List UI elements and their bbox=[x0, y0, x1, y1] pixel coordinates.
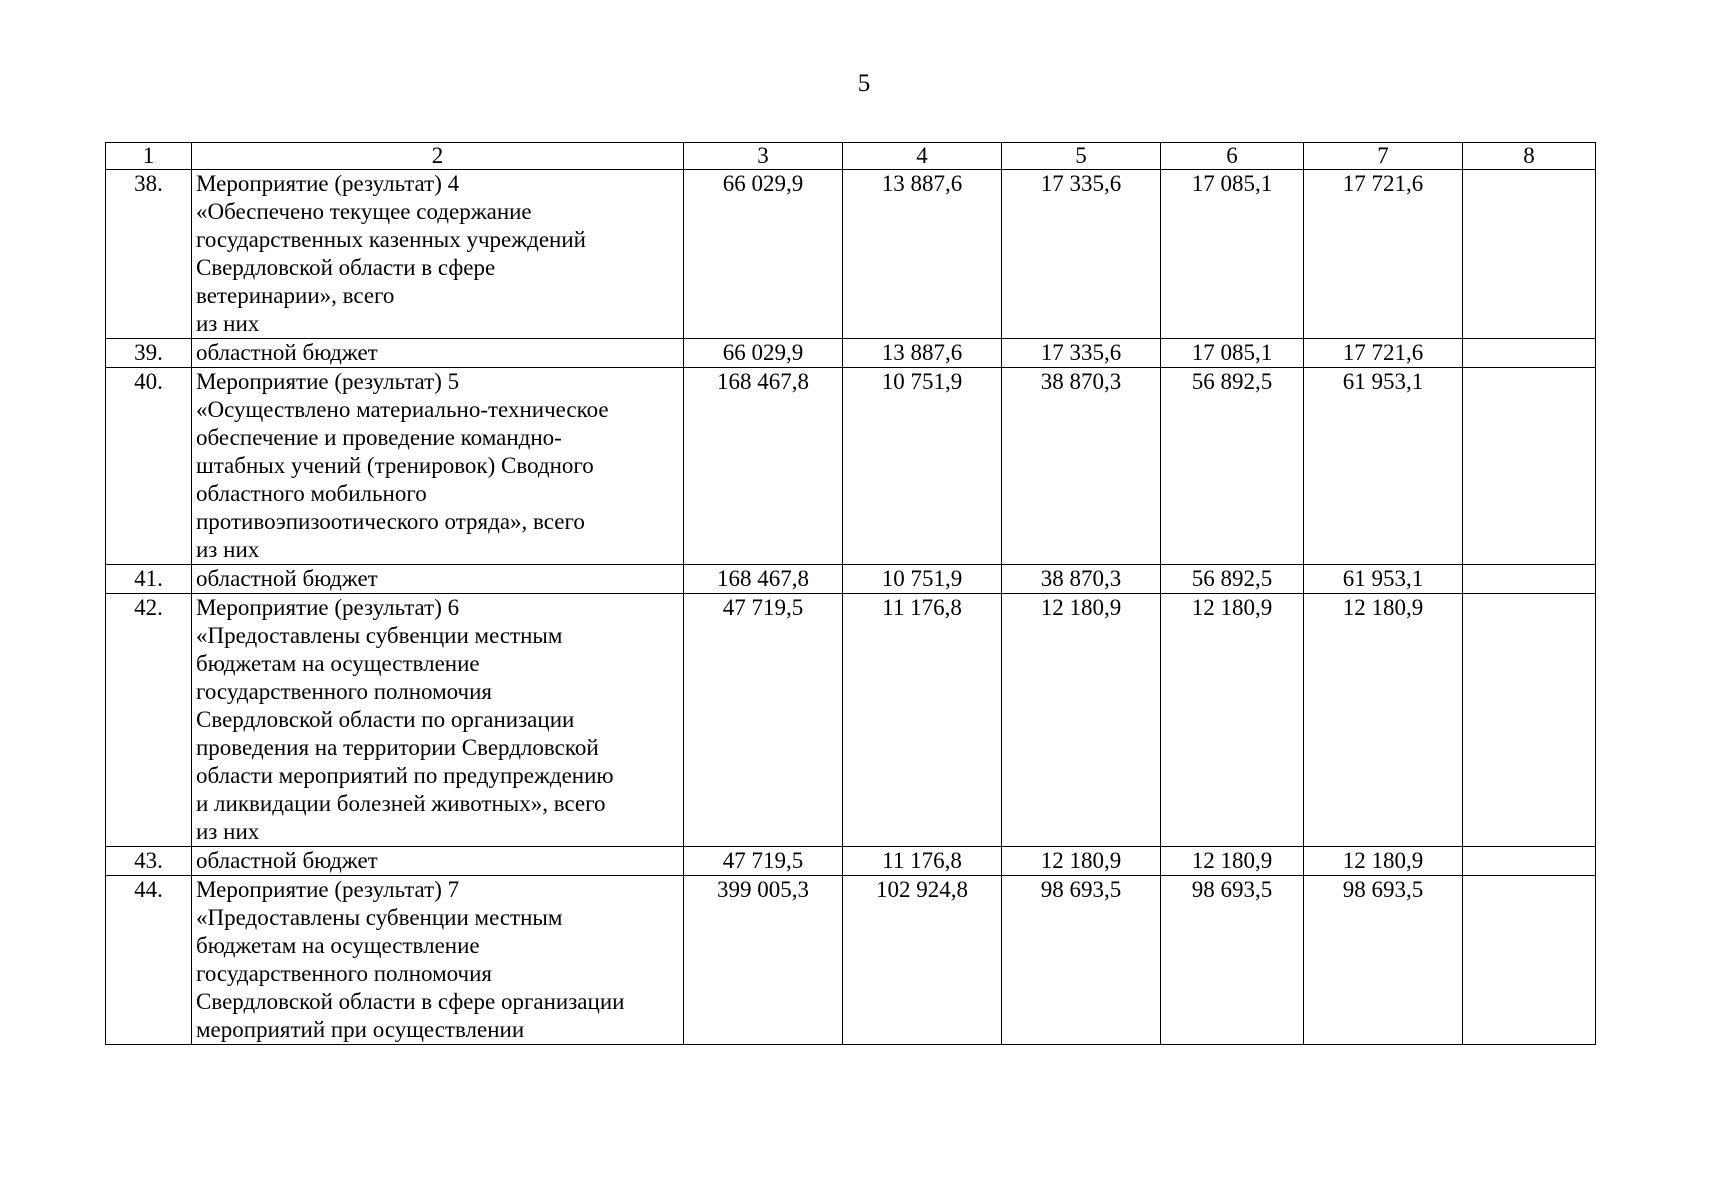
description-line: ветеринарии», всего bbox=[196, 283, 395, 308]
value-cell-col-7: 12 180,9 bbox=[1304, 594, 1463, 847]
row-number: 42. bbox=[106, 594, 192, 847]
row-number: 41. bbox=[106, 565, 192, 594]
value-cell-col-8 bbox=[1463, 368, 1596, 565]
row-description bbox=[192, 847, 684, 876]
description-line: Мероприятие (результат) 7 bbox=[196, 877, 460, 902]
row-description bbox=[192, 876, 684, 1045]
value-cell-col-7: 17 721,6 bbox=[1304, 339, 1463, 368]
value-cell-col-4: 13 887,6 bbox=[843, 339, 1002, 368]
value-cell-col-8 bbox=[1463, 170, 1596, 339]
value-cell-col-7: 12 180,9 bbox=[1304, 847, 1463, 876]
value-cell-col-5: 17 335,6 bbox=[1002, 339, 1161, 368]
description-line: из них bbox=[196, 537, 260, 562]
value-cell-col-6: 98 693,5 bbox=[1161, 876, 1304, 1045]
value-cell-col-8 bbox=[1463, 594, 1596, 847]
value-cell-col-7: 17 721,6 bbox=[1304, 170, 1463, 339]
table-row bbox=[106, 594, 1596, 847]
description-line: областного мобильного bbox=[196, 481, 427, 506]
description-line: областной бюджет bbox=[196, 566, 378, 591]
budget-table bbox=[105, 142, 1596, 1045]
description-line: «Обеспечено текущее содержание bbox=[196, 199, 532, 224]
value-cell-col-7: 98 693,5 bbox=[1304, 876, 1463, 1045]
description-line: области мероприятий по предупреждению bbox=[196, 763, 614, 788]
value-cell-col-4: 102 924,8 bbox=[843, 876, 1002, 1045]
value-cell-col-3: 168 467,8 bbox=[684, 368, 843, 565]
description-line: государственного полномочия bbox=[196, 679, 492, 704]
value-cell-col-8 bbox=[1463, 847, 1596, 876]
description-line: Мероприятие (результат) 6 bbox=[196, 595, 460, 620]
description-line: из них bbox=[196, 311, 260, 336]
table-row bbox=[106, 170, 1596, 339]
row-number: 39. bbox=[106, 339, 192, 368]
value-cell-col-5: 17 335,6 bbox=[1002, 170, 1161, 339]
column-header: 4 bbox=[843, 143, 1002, 170]
value-cell-col-3: 399 005,3 bbox=[684, 876, 843, 1045]
description-line: бюджетам на осуществление bbox=[196, 651, 480, 676]
description-line: «Предоставлены субвенции местным bbox=[196, 623, 563, 648]
value-cell-col-8 bbox=[1463, 339, 1596, 368]
column-header: 5 bbox=[1002, 143, 1161, 170]
description-line: Мероприятие (результат) 5 bbox=[196, 369, 460, 394]
header-row bbox=[106, 143, 1596, 170]
row-number: 44. bbox=[106, 876, 192, 1045]
description-line: Мероприятие (результат) 4 bbox=[196, 171, 460, 196]
column-header: 3 bbox=[684, 143, 843, 170]
description-line: «Осуществлено материально-техническое bbox=[196, 397, 609, 422]
description-line: обеспечение и проведение командно- bbox=[196, 425, 562, 450]
column-header: 1 bbox=[106, 143, 192, 170]
row-number: 38. bbox=[106, 170, 192, 339]
value-cell-col-5: 12 180,9 bbox=[1002, 847, 1161, 876]
value-cell-col-4: 10 751,9 bbox=[843, 565, 1002, 594]
table-row bbox=[106, 876, 1596, 1045]
description-line: областной бюджет bbox=[196, 848, 378, 873]
row-description bbox=[192, 368, 684, 565]
column-header: 8 bbox=[1463, 143, 1596, 170]
description-line: из них bbox=[196, 819, 260, 844]
value-cell-col-3: 47 719,5 bbox=[684, 847, 843, 876]
value-cell-col-7: 61 953,1 bbox=[1304, 565, 1463, 594]
table-row bbox=[106, 565, 1596, 594]
row-description bbox=[192, 339, 684, 368]
table-row bbox=[106, 339, 1596, 368]
value-cell-col-6: 56 892,5 bbox=[1161, 368, 1304, 565]
value-cell-col-5: 12 180,9 bbox=[1002, 594, 1161, 847]
value-cell-col-3: 66 029,9 bbox=[684, 339, 843, 368]
description-line: Свердловской области по организации bbox=[196, 707, 575, 732]
value-cell-col-8 bbox=[1463, 565, 1596, 594]
value-cell-col-6: 17 085,1 bbox=[1161, 170, 1304, 339]
value-cell-col-5: 38 870,3 bbox=[1002, 368, 1161, 565]
description-line: штабных учений (тренировок) Сводного bbox=[196, 453, 594, 478]
column-header: 6 bbox=[1161, 143, 1304, 170]
value-cell-col-4: 10 751,9 bbox=[843, 368, 1002, 565]
description-line: государственного полномочия bbox=[196, 961, 492, 986]
row-description bbox=[192, 594, 684, 847]
row-number: 40. bbox=[106, 368, 192, 565]
row-description bbox=[192, 170, 684, 339]
value-cell-col-6: 56 892,5 bbox=[1161, 565, 1304, 594]
table-body bbox=[106, 143, 1596, 1045]
description-line: государственных казенных учреждений bbox=[196, 227, 586, 252]
value-cell-col-6: 17 085,1 bbox=[1161, 339, 1304, 368]
value-cell-col-6: 12 180,9 bbox=[1161, 847, 1304, 876]
description-line: и ликвидации болезней животных», всего bbox=[196, 791, 606, 816]
description-line: проведения на территории Свердловской bbox=[196, 735, 599, 760]
value-cell-col-4: 13 887,6 bbox=[843, 170, 1002, 339]
value-cell-col-7: 61 953,1 bbox=[1304, 368, 1463, 565]
value-cell-col-3: 66 029,9 bbox=[684, 170, 843, 339]
row-description bbox=[192, 565, 684, 594]
value-cell-col-4: 11 176,8 bbox=[843, 847, 1002, 876]
column-header: 7 bbox=[1304, 143, 1463, 170]
value-cell-col-3: 168 467,8 bbox=[684, 565, 843, 594]
value-cell-col-3: 47 719,5 bbox=[684, 594, 843, 847]
page-number: 5 bbox=[857, 70, 871, 97]
description-line: Свердловской области в сфере bbox=[196, 255, 496, 280]
value-cell-col-5: 38 870,3 bbox=[1002, 565, 1161, 594]
column-header: 2 bbox=[192, 143, 684, 170]
description-line: противоэпизоотического отряда», всего bbox=[196, 509, 585, 534]
value-cell-col-6: 12 180,9 bbox=[1161, 594, 1304, 847]
description-line: Свердловской области в сфере организации bbox=[196, 989, 625, 1014]
table-row bbox=[106, 847, 1596, 876]
description-line: областной бюджет bbox=[196, 340, 378, 365]
description-line: бюджетам на осуществление bbox=[196, 933, 480, 958]
value-cell-col-4: 11 176,8 bbox=[843, 594, 1002, 847]
value-cell-col-8 bbox=[1463, 876, 1596, 1045]
table-row bbox=[106, 368, 1596, 565]
description-line: мероприятий при осуществлении bbox=[196, 1017, 525, 1042]
row-number: 43. bbox=[106, 847, 192, 876]
value-cell-col-5: 98 693,5 bbox=[1002, 876, 1161, 1045]
description-line: «Предоставлены субвенции местным bbox=[196, 905, 563, 930]
